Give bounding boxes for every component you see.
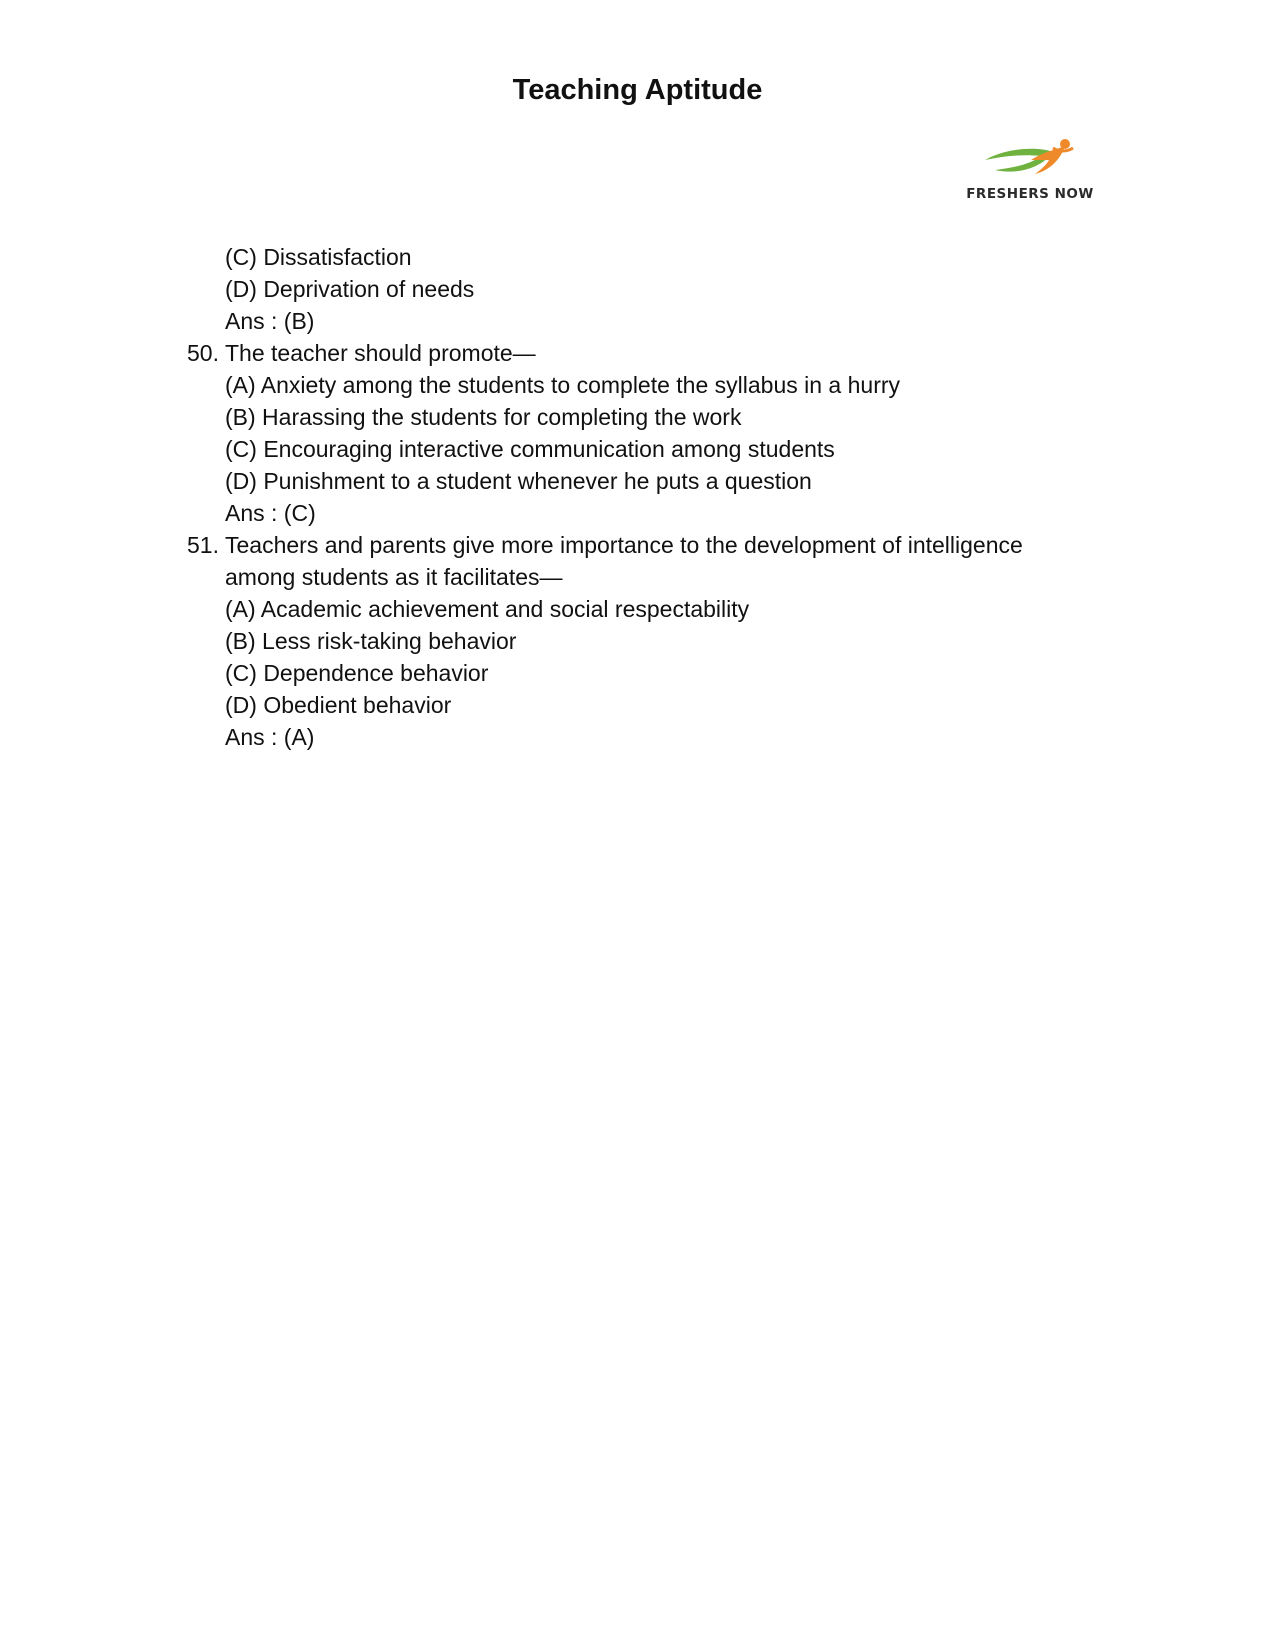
logo-text: FRESHERS NOW	[966, 186, 1094, 202]
option-line: (D) Deprivation of needs	[225, 276, 475, 302]
question-number: 51.	[187, 532, 219, 558]
answer-line: Ans : (B)	[225, 308, 315, 334]
option-line: (C) Encouraging interactive communication among students	[225, 436, 835, 462]
option-line: (C) Dependence behavior	[225, 660, 489, 686]
option-line: (A) Anxiety among the students to complete the syllabus in a hurry	[225, 372, 901, 398]
logo-swoosh-icon	[983, 138, 1078, 184]
option-line: (C) Dissatisfaction	[225, 244, 412, 270]
question-text: Teachers and parents give more importance to the development of intelligence	[225, 532, 1023, 558]
answer-line: Ans : (A)	[225, 724, 315, 750]
option-line: (B) Harassing the students for completing the work	[225, 404, 742, 430]
option-line: (D) Obedient behavior	[225, 692, 452, 718]
question-text: among students as it facilitates—	[225, 564, 563, 590]
option-line: (D) Punishment to a student whenever he puts a question	[225, 468, 812, 494]
option-line: (A) Academic achievement and social respectability	[225, 596, 750, 622]
answer-line: Ans : (C)	[225, 500, 316, 526]
question-number: 50.	[187, 340, 219, 366]
page-title: Teaching Aptitude	[512, 74, 763, 106]
freshers-now-logo	[955, 138, 1105, 208]
option-line: (B) Less risk-taking behavior	[225, 628, 517, 654]
question-text: The teacher should promote—	[225, 340, 536, 366]
